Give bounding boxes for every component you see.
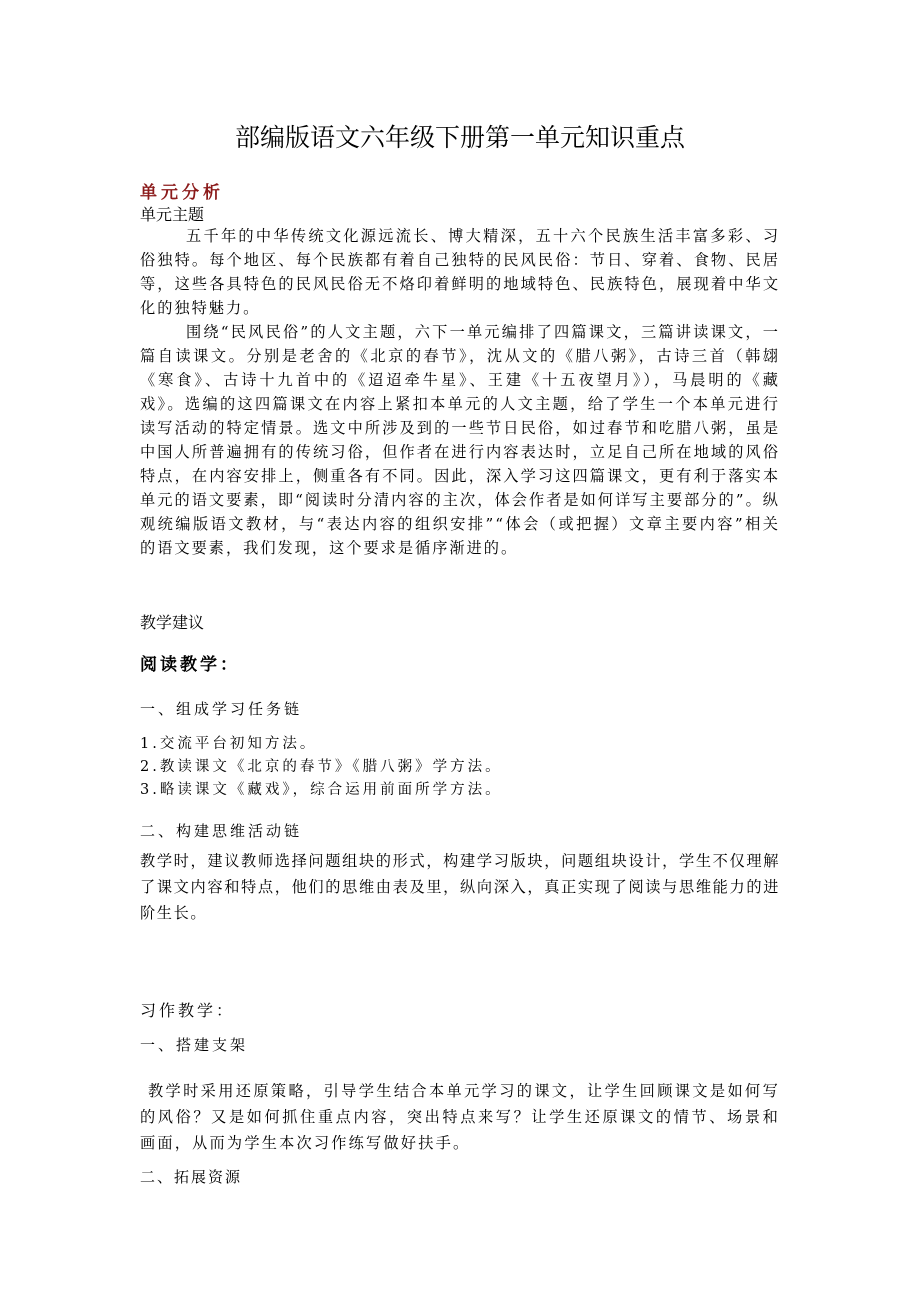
list-item: 3.略读课文《藏戏》，综合运用前面所学方法。	[140, 782, 503, 798]
subheading-thinking-chain: 二、构建思维活动链	[140, 822, 303, 840]
theme-paragraph-1: 五千年的中华传统文化源远流长、博大精深，五十六个民族生活丰富多彩、习俗独特。每个地区、每个民族都有着自己独特的民风民俗：节日、穿着、食物、民居等，这些各具特色的民风民俗无不烙印着鲜明的地域特色、民族特色，展现着中华文化的独特魅力。	[140, 227, 780, 317]
label-teaching-advice: 教学建议	[140, 613, 205, 632]
thinking-chain-paragraph: 教学时，建议教师选择问题组块的形式，构建学习版块，问题组块设计，学生不仅理解了课文内容和特点，他们的思维由表及里，纵向深入，真正实现了阅读与思维能力的进阶生长。	[140, 852, 780, 922]
subheading-scaffolding: 一、搭建支架	[140, 1036, 249, 1054]
document-title: 部编版语文六年级下册第一单元知识重点	[234, 123, 685, 152]
theme-paragraph-2: 围绕“民风民俗”的人文主题，六下一单元编排了四篇课文，三篇讲读课文，一篇自读课文。分别是老舍的《北京的春节》，沈从文的《腊八粥》，古诗三首（韩翃《寒食》、古诗十九首中的《迢迢牵牛星》、王建《十五夜望月》），马晨明的《藏戏》。选编的这四篇课文在内容上紧扣本单元的人文主题，给了学生一个本单元进行读写活动的特定情景。选文中所涉及到的一些节日民俗，如过春节和吃腊八粥，虽是中国人所普遍拥有的传统习俗，但作者在进行内容表达时，立足自己所在地域的风俗特点，在内容安排上，侧重各有不同。因此，深入学习这四篇课文，更有利于落实本单元的语文要素，即“阅读时分清内容的主次，体会作者是如何详写主要部分的”。纵观统编版语文教材，与“表达内容的组织安排”“体会（或把握）文章主要内容”相关的语文要素，我们发现，这个要求是循序渐进的。	[140, 323, 780, 557]
heading-reading-teaching: 阅读教学：	[140, 655, 240, 675]
label-unit-theme: 单元主题	[140, 205, 205, 224]
task-list	[140, 733, 780, 802]
scaffolding-paragraph: 教学时采用还原策略，引导学生结合本单元学习的课文，让学生回顾课文是如何写的风俗？又是如何抓住重点内容，突出特点来写？让学生还原课文的情节、场景和画面，从而为学生本次习作练写做好扶手。	[140, 1082, 780, 1152]
heading-writing-teaching: 习作教学：	[140, 1001, 236, 1020]
subheading-expand-resources: 二、拓展资源	[140, 1168, 243, 1186]
section-heading-analysis: 单元分析	[140, 183, 224, 203]
subheading-task-chain: 一、组成学习任务链	[140, 700, 303, 718]
list-item: 2.教读课文《北京的春节》《腊八粥》学方法。	[140, 759, 503, 775]
list-item: 1.交流平台初知方法。	[140, 736, 318, 752]
